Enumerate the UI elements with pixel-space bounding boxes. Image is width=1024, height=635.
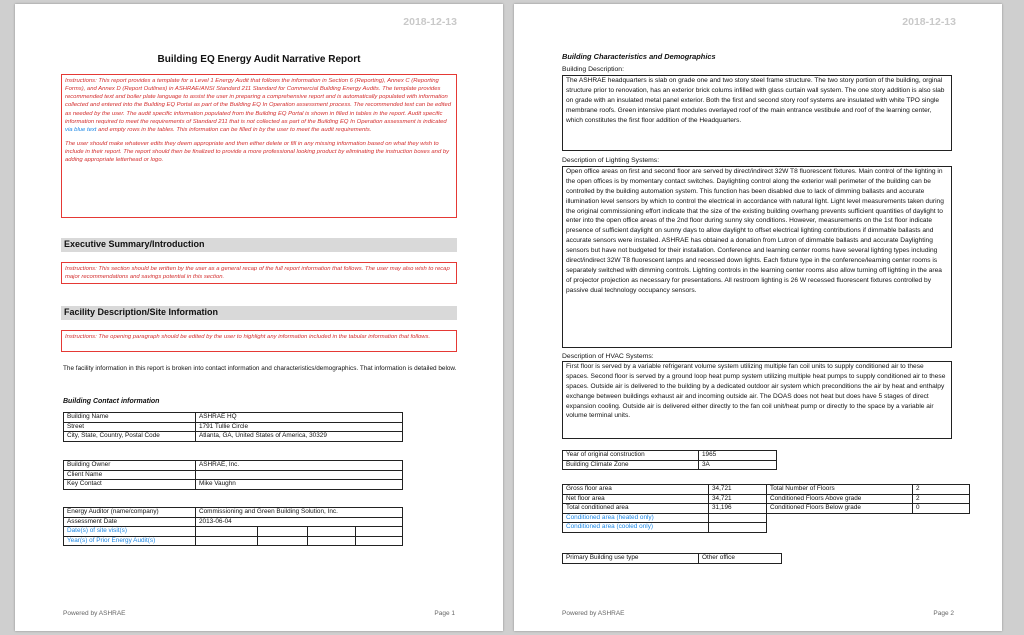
key-contact-label: Key Contact [64, 480, 196, 490]
street-value: 1791 Tullie Circle [196, 422, 403, 432]
executive-summary-heading: Executive Summary/Introduction [61, 238, 457, 252]
report-page-2 [514, 4, 1002, 631]
building-name-label: Building Name [64, 413, 196, 423]
hvac-description-label: Description of HVAC Systems: [562, 353, 654, 360]
climate-zone-value: 3A [699, 460, 777, 470]
table-row [563, 485, 970, 495]
owner-info-table [63, 460, 403, 490]
report-title: Building EQ Energy Audit Narrative Report [157, 54, 361, 65]
table-row [64, 413, 403, 423]
facility-instructions-box: Instructions: The opening paragraph should be edited by the user to highlight any information included in the tabular information that follows. [61, 330, 457, 352]
climate-zone-label: Building Climate Zone [563, 460, 699, 470]
area-table [562, 484, 970, 533]
hvac-description-box: First floor is served by a variable refrigerant volume system utilizing multiple fan coil units to supply conditioned air to these spaces. Second floor is served by a ground loop heat pump system utilizing multiple heat pumps to supply conditioned air to these spaces. Outside air is delivered to the building by a dedicated outdoor air system which preconditions the air by heat and enthalpy exchange between buildings exhaust air and incoming outside air. The DOAS does not heat but does have 5 stages of direct expansion cooling. Outside air is delivered either directly to the fan coil unit/heat pump or directly to the space by a variable air volume terminal units. [562, 361, 952, 439]
prior-audit-cell [258, 536, 308, 546]
auditor-value: Commissioning and Green Building Solution, Inc. [196, 508, 403, 518]
building-name-value: ASHRAE HQ [196, 413, 403, 423]
floors-below-label: Conditioned Floors Below grade [767, 504, 913, 514]
table-row [64, 517, 403, 527]
footer-brand: Powered by ASHRAE [562, 610, 625, 617]
construction-table [562, 450, 777, 470]
report-page-1 [15, 4, 503, 631]
lighting-description-label: Description of Lighting Systems: [562, 157, 660, 164]
table-row [563, 460, 777, 470]
total-area-value: 31,196 [709, 504, 767, 514]
table-row [64, 536, 403, 546]
footer-brand: Powered by ASHRAE [63, 610, 126, 617]
use-type-table [562, 553, 782, 564]
table-row [563, 451, 777, 461]
client-label: Client Name [64, 470, 196, 480]
instructions-text-end: and empty rows in the tables. This information can be filled in by the user to meet the audit requirements. [96, 126, 372, 133]
instructions-box [61, 74, 457, 218]
gross-area-value: 34,721 [709, 485, 767, 495]
executive-instructions-box: Instructions: This section should be written by the user as a general recap of the full report information that follows. The user may also wish to recap major recommendations and savings potential in this section. [61, 262, 457, 284]
site-visit-cell [356, 527, 403, 537]
net-area-label: Net floor area [563, 494, 709, 504]
site-visit-cell [258, 527, 308, 537]
city-value: Atlanta, GA, United States of America, 30329 [196, 432, 403, 442]
cooled-area-value [709, 523, 767, 533]
site-visit-label: Date(s) of site visit(s) [64, 527, 196, 537]
characteristics-heading: Building Characteristics and Demographics [562, 52, 716, 61]
street-label: Street [64, 422, 196, 432]
city-label: City, State, Country, Postal Code [64, 432, 196, 442]
building-description-box: The ASHRAE headquarters is slab on grade one and two story steel frame structure. The two story portion of the building, orginal structure prior to renovation, has an exterior brick colums infilled with glass curtain wall system. The one story addition is also slab on grade with an insulated metal panel exterior. Both the first and second story roof systems are insulated with white TPO single membrane roofs. Green intensive plant modules overlayed roof of the main entrance vestibule and roof of the learning center, which constitutes the first floor addition of the Headquarters. [562, 75, 952, 151]
prior-audit-cell [308, 536, 356, 546]
page-date: 2018-12-13 [902, 16, 956, 28]
use-type-label: Primary Building use type [563, 554, 699, 564]
table-row [64, 480, 403, 490]
lighting-description-box: Open office areas on first and second floor are served by direct/indirect 32W T8 fluorescent fixtures. Main control of the lighting in the open offices is by momentary contact switches. Daylighting control along the exterior wall perimeter of the building can be controlled by the building automation system. This function has been disabled due to lack of dimming ballasts and accurate illumination level sensors by which to control the electrical in accordance with natural light. Light level measurements taken during the original commissioning effort indicate that the size of the existing building overhang prevents sufficient quantities of daylight to enter into the open office areas of the 2nd floor during sunny sky conditions. However, measurements on the 1st floor indicate presence of sufficient daylight on sunny days to allow daylight to offset electrical lighting contributions if dimmable ballasts and accurate sensors were installed. ASHRAE has obtained a donation from Lutron of dimmable ballasts and accurate Daylighting sensors but have not budgeted for their installation. Conference and learning center rooms have several lighting types including direct/indirect 32W T8 fluorescent lamps and recessed down lights. Each fixture type in the conference/learning center rooms is separately switched with dimming controls. Lighting controls in the learning center rooms also allow turning off lighting in the area of projector projection as necessary for presentations. All restroom lighting is 26 W recessed fluorescent fixtures controlled by passive dual technology occupancy sensors. [562, 166, 952, 348]
table-row [64, 422, 403, 432]
auditor-label: Energy Auditor (name/company) [64, 508, 196, 518]
floors-below-value: 0 [913, 504, 970, 514]
owner-value: ASHRAE, Inc. [196, 461, 403, 471]
use-type-value: Other office [699, 554, 782, 564]
floors-label: Total Number of Floors [767, 485, 913, 495]
prior-audit-cell [196, 536, 258, 546]
page-number: Page 2 [933, 610, 954, 617]
table-row [563, 504, 970, 514]
assessment-date-value: 2013-06-04 [196, 517, 403, 527]
table-row [64, 470, 403, 480]
auditor-info-table [63, 507, 403, 546]
net-area-value: 34,721 [709, 494, 767, 504]
facility-intro-text: The facility information in this report is broken into contact information and characteristics/demographics. That information is detailed below. [63, 365, 457, 372]
table-row [563, 523, 970, 533]
table-row [563, 494, 970, 504]
page-footer [63, 610, 455, 617]
table-row [64, 508, 403, 518]
heated-area-label: Conditioned area (heated only) [563, 513, 709, 523]
building-description-label: Building Description: [562, 66, 624, 73]
instructions-paragraph [65, 77, 453, 134]
facility-description-heading: Facility Description/Site Information [61, 306, 457, 320]
assessment-date-label: Assessment Date [64, 517, 196, 527]
floors-above-label: Conditioned Floors Above grade [767, 494, 913, 504]
table-row [64, 432, 403, 442]
owner-label: Building Owner [64, 461, 196, 471]
total-area-label: Total conditioned area [563, 504, 709, 514]
site-visit-cell [308, 527, 356, 537]
building-info-table [63, 412, 403, 442]
table-row [563, 554, 782, 564]
instructions-paragraph-2: The user should make whatever edits they deem appropriate and then either delete or fill in any missing information based on what they wish to include in their report. The report should then be finalized to provide a more professional looking product by eliminating the instruction boxes and by adding appropriate letterhead or logo. [65, 140, 450, 164]
prior-audit-cell [356, 536, 403, 546]
page-number: Page 1 [434, 610, 455, 617]
table-row [64, 461, 403, 471]
key-contact-value: Mike Vaughn [196, 480, 403, 490]
blue-text-note: via blue text [65, 126, 97, 133]
floors-value: 2 [913, 485, 970, 495]
gross-area-label: Gross floor area [563, 485, 709, 495]
construction-year-label: Year of original construction [563, 451, 699, 461]
page-footer [562, 610, 954, 617]
contact-info-heading: Building Contact information [63, 398, 160, 405]
page-date: 2018-12-13 [403, 16, 457, 28]
table-row [563, 513, 970, 523]
heated-area-value [709, 513, 767, 523]
floors-above-value: 2 [913, 494, 970, 504]
cooled-area-label: Conditioned area (cooled only) [563, 523, 709, 533]
site-visit-cell [196, 527, 258, 537]
instructions-text: Instructions: This report provides a template for a Level 1 Energy Audit that follows the information in Section 6 (Reporting), Annex C (Reporting Forms), and Annex D (Report Outlines) in ASHRAE/ANSI Standard 211 Standard for Commercial Building Energy Audits. The template provides recommended text and boiler plate language to assist the user in preparing a comprehensive report and is automatically populated with information collected and entered into the Building EQ Portal as part of the Building EQ In Operation assessment process. The recommended text can be edited as needed by the user. The audit specific information populated from the Building EQ Portal is shown in filled in tables in the report. Audit specific information required to meet the requirements of Standard 211 that is not collected as part of the Building EQ In Operation assessment is indicated [65, 78, 452, 125]
client-value [196, 470, 403, 480]
prior-audit-label: Year(s) of Prior Energy Audit(s) [64, 536, 196, 546]
construction-year-value: 1965 [699, 451, 777, 461]
table-row [64, 527, 403, 537]
